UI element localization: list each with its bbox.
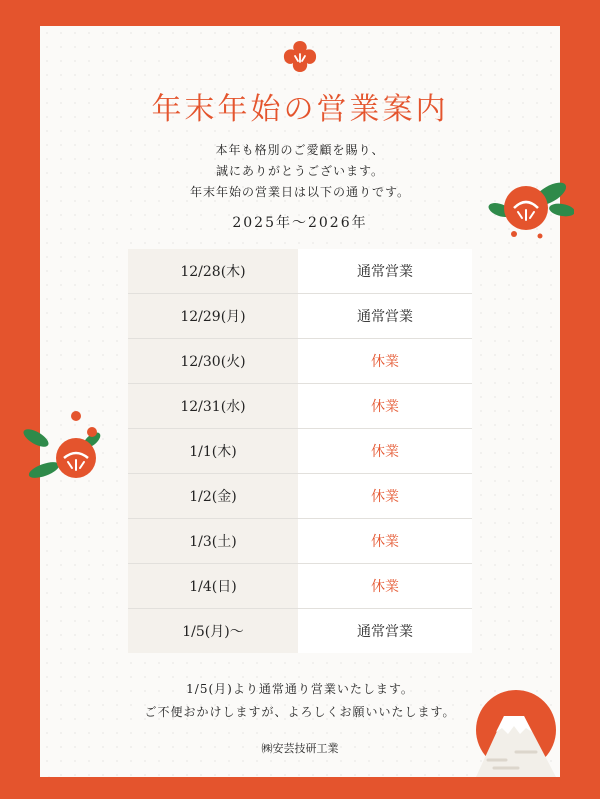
schedule-status: 通常営業 — [298, 609, 472, 653]
schedule-row — [128, 609, 472, 653]
schedule-row — [128, 339, 472, 384]
schedule-date: 12/30(火) — [128, 339, 298, 383]
schedule-status: 通常営業 — [298, 249, 472, 293]
mount-fuji-sunrise-icon — [466, 680, 560, 777]
page-title: 年末年始の営業案内 — [151, 92, 449, 127]
intro-line-1: 本年も格別のご愛顧を賜り、 — [215, 143, 385, 157]
footer-line-2: ご不便おかけしますが、よろしくお願いいたします。 — [144, 705, 456, 719]
schedule-date: 1/1(木) — [128, 429, 298, 473]
year-range: 2025年〜2026年 — [232, 215, 368, 231]
schedule-status: 休業 — [298, 519, 472, 563]
schedule-date: 1/5(月)〜 — [128, 609, 298, 653]
schedule-status: 休業 — [298, 474, 472, 518]
company-name: ㈱安芸技研工業 — [261, 742, 339, 755]
schedule-row — [128, 384, 472, 429]
schedule-table — [128, 249, 472, 653]
plum-blossom-icon — [280, 38, 320, 74]
schedule-row — [128, 249, 472, 294]
schedule-row — [128, 519, 472, 564]
schedule-status: 休業 — [298, 564, 472, 608]
schedule-row — [128, 429, 472, 474]
schedule-row — [128, 474, 472, 519]
footer-line-1: 1/5(月)より通常通り営業いたします。 — [186, 682, 414, 696]
camellia-icon — [488, 172, 574, 244]
schedule-date: 1/2(金) — [128, 474, 298, 518]
schedule-date: 1/3(土) — [128, 519, 298, 563]
schedule-date: 1/4(日) — [128, 564, 298, 608]
schedule-date: 12/29(月) — [128, 294, 298, 338]
schedule-row — [128, 294, 472, 339]
schedule-status: 休業 — [298, 339, 472, 383]
intro-line-2: 誠にありがとうございます。 — [215, 164, 385, 178]
camellia-icon — [22, 410, 108, 486]
schedule-row — [128, 564, 472, 609]
schedule-date: 12/28(木) — [128, 249, 298, 293]
frame-bottom — [0, 777, 600, 799]
intro-line-3: 年末年始の営業日は以下の通りです。 — [189, 185, 411, 199]
schedule-status: 休業 — [298, 384, 472, 428]
schedule-status: 休業 — [298, 429, 472, 473]
schedule-date: 12/31(水) — [128, 384, 298, 428]
frame-top — [0, 0, 600, 26]
schedule-status: 通常営業 — [298, 294, 472, 338]
